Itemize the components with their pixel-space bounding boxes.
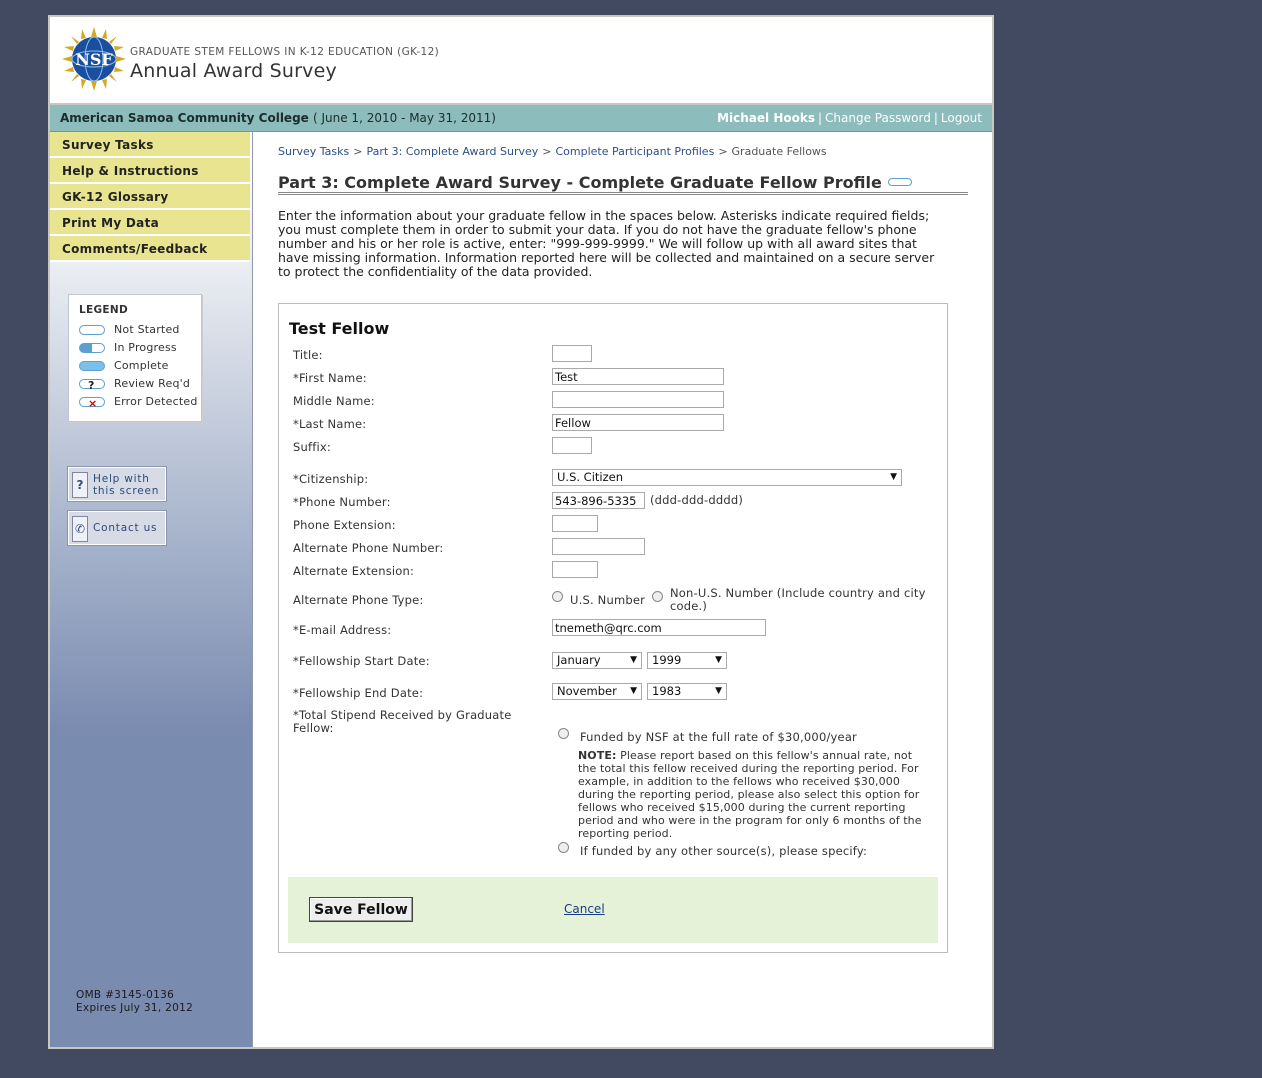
page-title: Part 3: Complete Award Survey - Complete Graduate Fellow Profile (278, 173, 968, 195)
citizenship-label: *Citizenship: (293, 472, 369, 486)
intro-text: Enter the information about your graduate fellow in the spaces below. Asterisks indicate required fields; you must complete them in order to submit your data. If you do not have the graduate fellow's phone number and his or her role is active, enter: "999-999-9999." We will follow up with all award sites that have missing information. Information reported here will be collected and maintained on a secure server to protect the confidentiality of the data provided. (278, 208, 935, 279)
dropdown-arrow-icon: ▼ (630, 686, 637, 696)
omb-expiry: Expires July 31, 2012 (76, 1002, 194, 1014)
title-input[interactable] (552, 345, 592, 362)
nav-help-instructions[interactable]: Help & Instructions (50, 158, 250, 184)
last-name-input[interactable] (552, 414, 724, 431)
form-actions (288, 877, 938, 943)
change-password-link[interactable]: Change Password (825, 111, 931, 125)
email-input[interactable] (552, 619, 766, 636)
award-info-bar (50, 105, 992, 132)
note-text: Please report based on this fellow's annual rate, not the total this fellow received during the reporting period. For example, in addition to the fellows who received $30,000 during the reporting period, please also select this option for fellows who received $15,000 during the current reporting period and who were in the program for only 6 months of the reporting period. (578, 749, 922, 840)
phone-label: *Phone Number: (293, 495, 391, 509)
save-fellow-button[interactable]: Save Fellow (309, 897, 413, 922)
contact-button-label: Contact us (93, 522, 158, 534)
start-year-select[interactable]: 1999 ▼ (647, 652, 727, 669)
suffix-label: Suffix: (293, 440, 331, 454)
breadcrumb-current: Graduate Fellows (731, 145, 827, 158)
alt-extension-input[interactable] (552, 561, 598, 578)
phone-extension-label: Phone Extension: (293, 518, 396, 532)
main-content (254, 132, 992, 1047)
first-name-label: *First Name: (293, 371, 367, 385)
phone-icon: ✆ (72, 516, 88, 542)
nav-print-my-data[interactable]: Print My Data (50, 210, 250, 236)
review-required-icon: ? (79, 379, 105, 389)
nav-comments-feedback[interactable]: Comments/Feedback (50, 236, 250, 262)
form-title: Test Fellow (289, 319, 390, 338)
breadcrumb-participant-profiles[interactable]: Complete Participant Profiles (555, 145, 715, 158)
phone-format-hint: (ddd-ddd-dddd) (650, 493, 744, 507)
status-not-started-icon (888, 178, 912, 186)
email-label: *E-mail Address: (293, 623, 392, 637)
breadcrumb-survey-tasks[interactable]: Survey Tasks (278, 145, 350, 158)
help-button-line-2: this screen (93, 485, 160, 497)
dropdown-arrow-icon: ▼ (715, 686, 722, 696)
radio-us-number[interactable] (552, 591, 563, 602)
logout-link[interactable]: Logout (940, 111, 982, 125)
help-icon: ? (72, 472, 88, 498)
nav-survey-tasks[interactable]: Survey Tasks (50, 132, 250, 158)
suffix-input[interactable] (552, 437, 592, 454)
radio-funded-by-nsf[interactable] (558, 728, 569, 739)
nav-separator: | (933, 111, 938, 125)
alt-phone-input[interactable] (552, 538, 645, 555)
in-progress-icon (79, 343, 105, 353)
site-header (50, 17, 992, 105)
help-this-screen-button[interactable] (68, 467, 166, 501)
nsf-logo[interactable] (62, 27, 126, 91)
omb-number: OMB #3145-0136 (76, 989, 175, 1001)
dropdown-arrow-icon: ▼ (715, 655, 722, 665)
fellow-form (278, 303, 948, 953)
user-nav (717, 111, 982, 125)
middle-name-label: Middle Name: (293, 394, 375, 408)
end-month-select[interactable]: November ▼ (552, 683, 642, 700)
legend-title: LEGEND (79, 304, 128, 316)
phone-extension-input[interactable] (552, 515, 598, 532)
alt-phone-type-label: Alternate Phone Type: (293, 593, 424, 607)
cancel-link[interactable]: Cancel (564, 902, 605, 916)
dropdown-arrow-icon: ▼ (890, 472, 897, 482)
app-title: Annual Award Survey (130, 60, 337, 82)
first-name-input[interactable] (552, 368, 724, 385)
title-label: Title: (293, 348, 323, 362)
help-button-line-1: Help with (93, 473, 150, 485)
award-period: ( June 1, 2010 - May 31, 2011) (312, 111, 496, 125)
end-date-label: *Fellowship End Date: (293, 686, 424, 700)
start-date-label: *Fellowship Start Date: (293, 654, 430, 668)
organization-name: American Samoa Community College (60, 111, 309, 125)
complete-icon (79, 361, 105, 371)
alt-extension-label: Alternate Extension: (293, 564, 415, 578)
phone-input[interactable] (552, 492, 645, 509)
status-legend: LEGEND Not Started In Progress Complete ? Review Req'd × Error Detected (68, 294, 202, 422)
sidebar (50, 132, 253, 1047)
user-name: Michael Hooks (717, 111, 815, 125)
non-us-number-label: Non-U.S. Number (Include country and city code.) (670, 586, 926, 613)
program-kicker: GRADUATE STEM FELLOWS IN K-12 EDUCATION (GK-12) (130, 46, 440, 58)
citizenship-select[interactable]: U.S. Citizen ▼ (552, 469, 902, 486)
funded-by-nsf-label: Funded by NSF at the full rate of $30,000/year (580, 730, 857, 744)
breadcrumb: Survey Tasks > Part 3: Complete Award Survey > Complete Participant Profiles > Graduate Fellows (278, 145, 827, 158)
not-started-icon (79, 325, 105, 335)
breadcrumb-part-3[interactable]: Part 3: Complete Award Survey (366, 145, 539, 158)
app-frame (48, 15, 994, 1049)
stipend-label: *Total Stipend Received by Graduate Fellow: (293, 708, 512, 735)
organization-info (60, 111, 496, 125)
us-number-label: U.S. Number (570, 593, 646, 607)
radio-non-us-number[interactable] (652, 591, 663, 602)
nav-separator: | (818, 111, 823, 125)
stipend-note (578, 749, 934, 840)
error-detected-icon: × (79, 397, 105, 407)
nsf-logo-text: NSF (75, 50, 113, 69)
omb-info (76, 989, 193, 1015)
nav-glossary[interactable]: GK-12 Glossary (50, 184, 250, 210)
other-source-label: If funded by any other source(s), please specify: (580, 844, 868, 858)
last-name-label: *Last Name: (293, 417, 367, 431)
dropdown-arrow-icon: ▼ (630, 655, 637, 665)
start-month-select[interactable]: January ▼ (552, 652, 642, 669)
alt-phone-label: Alternate Phone Number: (293, 541, 444, 555)
middle-name-input[interactable] (552, 391, 724, 408)
end-year-select[interactable]: 1983 ▼ (647, 683, 727, 700)
contact-us-button[interactable] (68, 511, 166, 545)
radio-other-source[interactable] (558, 842, 569, 853)
note-label: NOTE: (578, 749, 617, 762)
